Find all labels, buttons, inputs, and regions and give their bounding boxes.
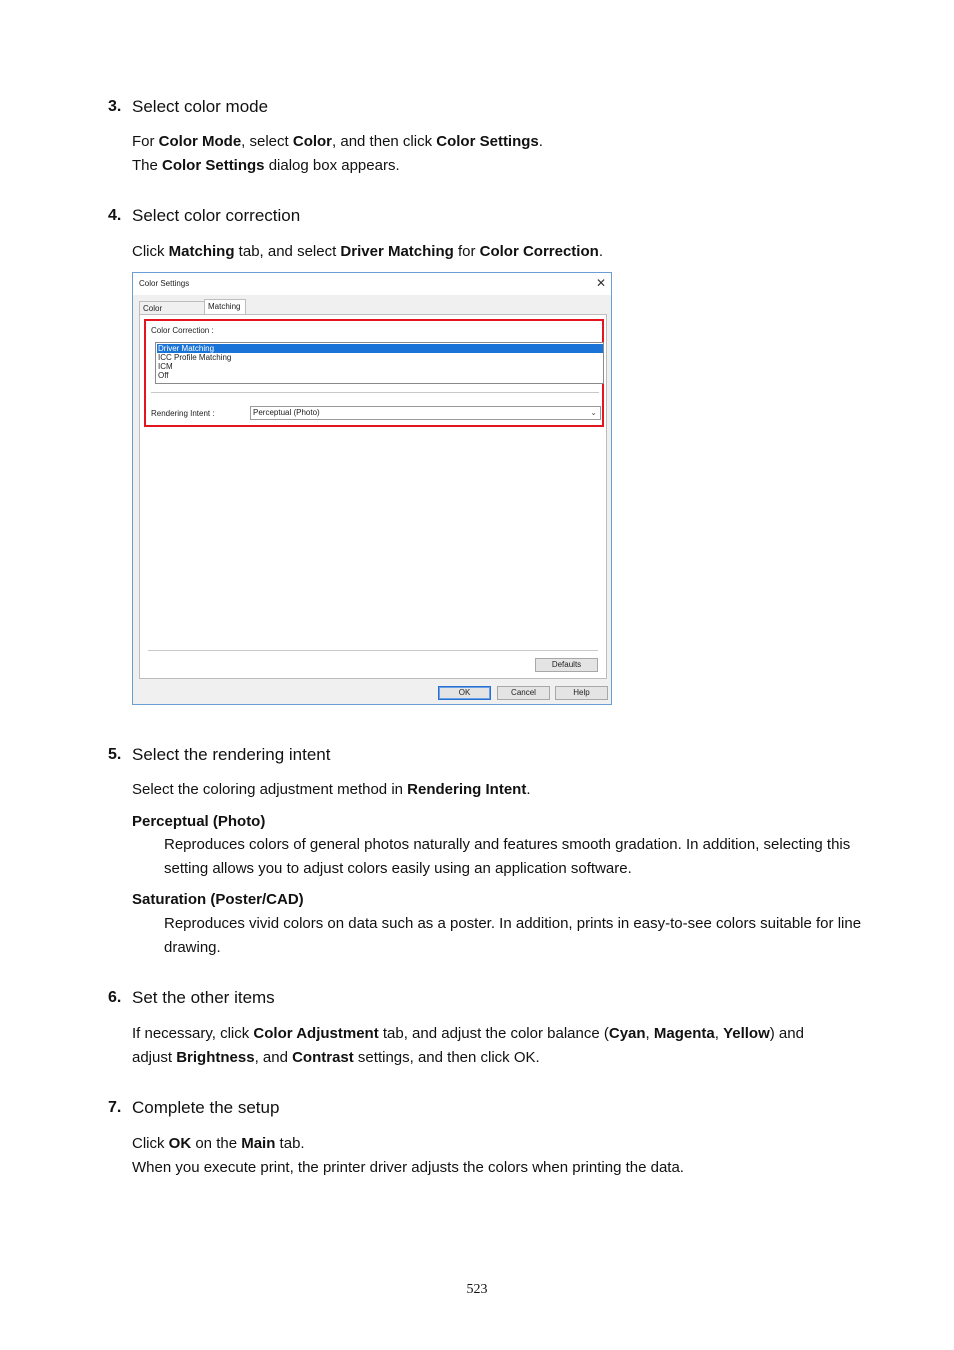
bold-text: Driver Matching	[340, 243, 454, 260]
step-line	[132, 1156, 684, 1180]
text-run: settings, and then click OK.	[353, 1049, 540, 1066]
bold-text: Color Correction	[479, 243, 599, 260]
step-line	[132, 130, 543, 154]
text-run: for	[453, 243, 480, 260]
text-run: ,	[714, 1025, 724, 1042]
step-title: Select color mode	[132, 97, 269, 116]
text-run: ,	[645, 1025, 654, 1042]
divider	[148, 650, 598, 651]
text-run: Click	[132, 1135, 169, 1152]
list-item-off[interactable]: Off	[158, 371, 169, 380]
step-number: 7.	[108, 1099, 122, 1116]
page-number: 523	[466, 1282, 488, 1297]
help-button[interactable]: Help	[555, 686, 608, 700]
tab-color-adjustment[interactable]: Color	[139, 301, 205, 314]
step-title: Complete the setup	[132, 1098, 280, 1117]
dialog-titlebar	[133, 273, 611, 295]
color-correction-listbox[interactable]	[155, 342, 604, 384]
text-run: .	[598, 243, 603, 260]
list-item-icc-profile-matching[interactable]: ICC Profile Matching	[158, 353, 232, 362]
bold-text: Main	[241, 1135, 276, 1152]
text-run: The	[132, 157, 163, 174]
step-number: 4.	[108, 207, 122, 224]
close-icon[interactable]: ✕	[595, 276, 606, 290]
rendering-intent-value: Perceptual (Photo)	[253, 408, 320, 417]
text-run: If necessary, click	[132, 1025, 254, 1042]
step-line	[132, 154, 543, 178]
term-perceptual: Perceptual (Photo)	[132, 813, 266, 830]
text-run: dialog box appears.	[264, 157, 400, 174]
text-run: Click	[132, 243, 169, 260]
text-run: Select the coloring adjustment method in	[132, 781, 408, 798]
bold-text: Magenta	[653, 1025, 715, 1042]
bold-text: Cyan	[608, 1025, 646, 1042]
step-text	[132, 240, 603, 264]
step-line	[132, 240, 603, 264]
step-line	[132, 1046, 804, 1070]
list-item-driver-matching[interactable]: Driver Matching	[157, 344, 603, 353]
rendering-intent-label: Rendering Intent :	[151, 409, 215, 418]
bold-text: Color Settings	[436, 133, 539, 150]
text-run: , and then click	[332, 133, 437, 150]
step-line	[132, 778, 531, 802]
defaults-button[interactable]: Defaults	[535, 658, 598, 672]
bold-text: Matching	[168, 243, 235, 260]
step-text	[132, 1022, 804, 1070]
text-run: on the	[191, 1135, 242, 1152]
step-line	[132, 1132, 684, 1156]
term-saturation: Saturation (Poster/CAD)	[132, 891, 304, 908]
bold-text: OK	[168, 1135, 192, 1152]
text-run: .	[538, 133, 543, 150]
dialog-title: Color Settings	[139, 279, 190, 288]
text-run: , select	[241, 133, 293, 150]
step-title: Select color correction	[132, 206, 301, 225]
bold-text: Color	[292, 133, 333, 150]
list-item-icm[interactable]: ICM	[158, 362, 173, 371]
step-number: 3.	[108, 98, 122, 115]
matching-tab-panel	[139, 314, 607, 679]
bold-text: Color Adjustment	[253, 1025, 379, 1042]
text-run: When you execute print, the printer driver adjusts the colors when printing the data.	[132, 1159, 684, 1176]
term-description: Reproduces colors of general photos naturally and features smooth gradation. In addition, selecting this setting allows you to adjust colors easily using an application software.	[164, 836, 851, 877]
term-description: Reproduces vivid colors on data such as a poster. In addition, prints in easy-to-see colors suitable for line drawing.	[164, 915, 862, 956]
text-run: , and	[254, 1049, 293, 1066]
bold-text: Contrast	[292, 1049, 354, 1066]
color-correction-label: Color Correction :	[151, 326, 214, 335]
step-number: 5.	[108, 746, 122, 763]
divider	[151, 392, 599, 393]
step-line	[132, 1022, 804, 1046]
color-settings-dialog	[132, 272, 612, 705]
text-run: For	[132, 133, 159, 150]
text-run: tab, and adjust the color balance (	[378, 1025, 609, 1042]
text-run: tab.	[275, 1135, 305, 1152]
bold-text: Yellow	[723, 1025, 770, 1042]
text-run: tab, and select	[234, 243, 341, 260]
step-title: Select the rendering intent	[132, 745, 331, 764]
cancel-button[interactable]: Cancel	[497, 686, 550, 700]
bold-text: Color Settings	[162, 157, 265, 174]
step-text	[132, 778, 531, 802]
bold-text: Brightness	[176, 1049, 255, 1066]
bold-text: Color Mode	[158, 133, 242, 150]
tab-matching[interactable]: Matching	[204, 299, 246, 315]
step-number: 6.	[108, 989, 122, 1006]
text-run: adjust	[132, 1049, 177, 1066]
bold-text: Rendering Intent	[407, 781, 527, 798]
text-run: .	[526, 781, 531, 798]
step-text	[132, 1132, 684, 1180]
step-title: Set the other items	[132, 988, 275, 1007]
ok-button[interactable]: OK	[438, 686, 491, 700]
step-text	[132, 130, 543, 178]
rendering-intent-select[interactable]	[250, 406, 601, 420]
highlight-box	[144, 319, 604, 427]
text-run: ) and	[769, 1025, 804, 1042]
chevron-down-icon: ⌄	[590, 408, 597, 417]
